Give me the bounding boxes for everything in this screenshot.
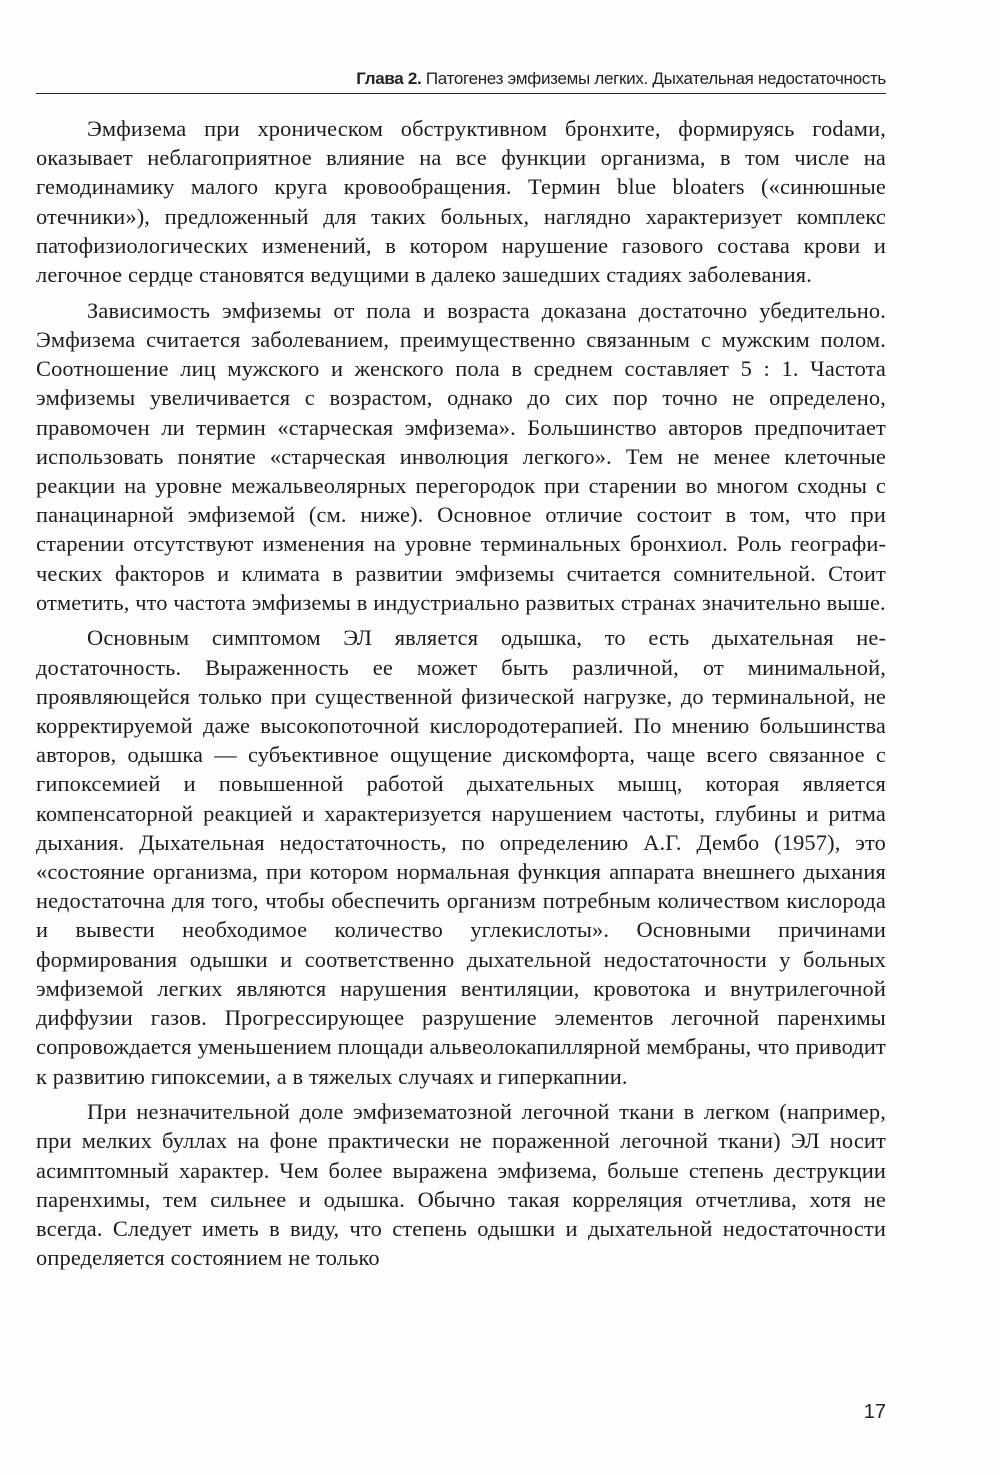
paragraph-4: При незначительной доле эмфизематозной легочной ткани в легком (например, при мелких буллах на фоне практически не пораженной легочной ткани) ЭЛ носит асимптомный характер. Чем более выражена эмфизема, больше степень деструкции паренхимы, тем сильнее и одышка. Обычно такая корреляция отчетлива, хотя не всегда. Следует иметь в виду, что степень одышки и дыхательной недостаточности определяется состоянием не только xyxy=(36,1099,886,1271)
chapter-label: Глава 2. xyxy=(356,69,422,88)
body-text xyxy=(36,114,886,1279)
page-number: 17 xyxy=(863,1401,886,1423)
paragraph-1: Эмфизема при хроническом обструктивном бронхите, формируясь гоdами, оказывает неблагоприятное влияние на все функции организма, в том числе на гемодинамику малого круга кровообращения. Термин blue bloaters («синюшные отечники»), предложенный для таких больных, наглядно характеризует комплекс патофизиологических изменений, в котором нарушение газового состава крови и легочное сердце становятся ведущими в далеко зашедших стадиях заболевания. xyxy=(36,116,886,288)
paragraph-3: Основным симптомом ЭЛ является одышка, то есть дыхательная недостаточность. Выраженность ее может быть различной, от минимальной, проявляющейся только при существенной физической нагрузке, до терминальной, не корректируемой даже высокопоточной кислородотерапией. По мнению большинства авторов, одышка — субъективное ощущение дискомфорта, чаще всего связанное с гипоксемией и повышенной работой дыхательных мышц, которая является компенсаторной реакцией и характеризуется нарушением частоты, глубины и ритма дыхания. Дыхательная недостаточность, по определению А.Г. Дембо (1957), это «состояние организма, при котором нормальная функция аппарата внешнего дыхания недостаточна для того, чтобы обеспечить организм потребным количеством кислорода и вывести необходимое количество углекислоты». Основными причинами формирования одышки и соответственно дыхательной недостаточности у больных эмфиземой легких являются нарушения вентиляции, кровотока и внутрилегочной диффузии газов. Прогрессирующее разрушение элементов легочной паренхимы сопровождается уменьшением площади альвеолокапиллярной мембраны, что приводит к развитию гипоксемии, а в тяжелых случаях и гиперкапнии. xyxy=(36,625,886,1089)
paragraph-2: Зависимость эмфиземы от пола и возраста доказана достаточно убедительно. Эмфизема считается заболеванием, преимущественно связанным с мужским полом. Соотношение лиц мужского и женского пола в среднем составляет 5 : 1. Частота эмфиземы увеличивается с возрастом, однако до сих пор точно не определено, правомочен ли термин «старческая эмфизема». Большинство авторов предпочитает использовать понятие «старческая инволюция легкого». Тем не менее клеточные реакции на уровне межальвеолярных перегородок при старении во многом сходны с панацинарной эмфиземой (см. ниже). Основное отличие состоит в том, что при старении отсутствуют изменения на уровне терминальных бронхиол. Роль географических факторов и климата в развитии эмфиземы считается сомнительной. Стоит отметить, что частота эмфиземы в индустриально развитых странах значительно выше. xyxy=(36,297,886,615)
chapter-title: Патогенез эмфиземы легких. Дыхательная недостаточность xyxy=(425,69,886,88)
running-header xyxy=(36,69,886,94)
